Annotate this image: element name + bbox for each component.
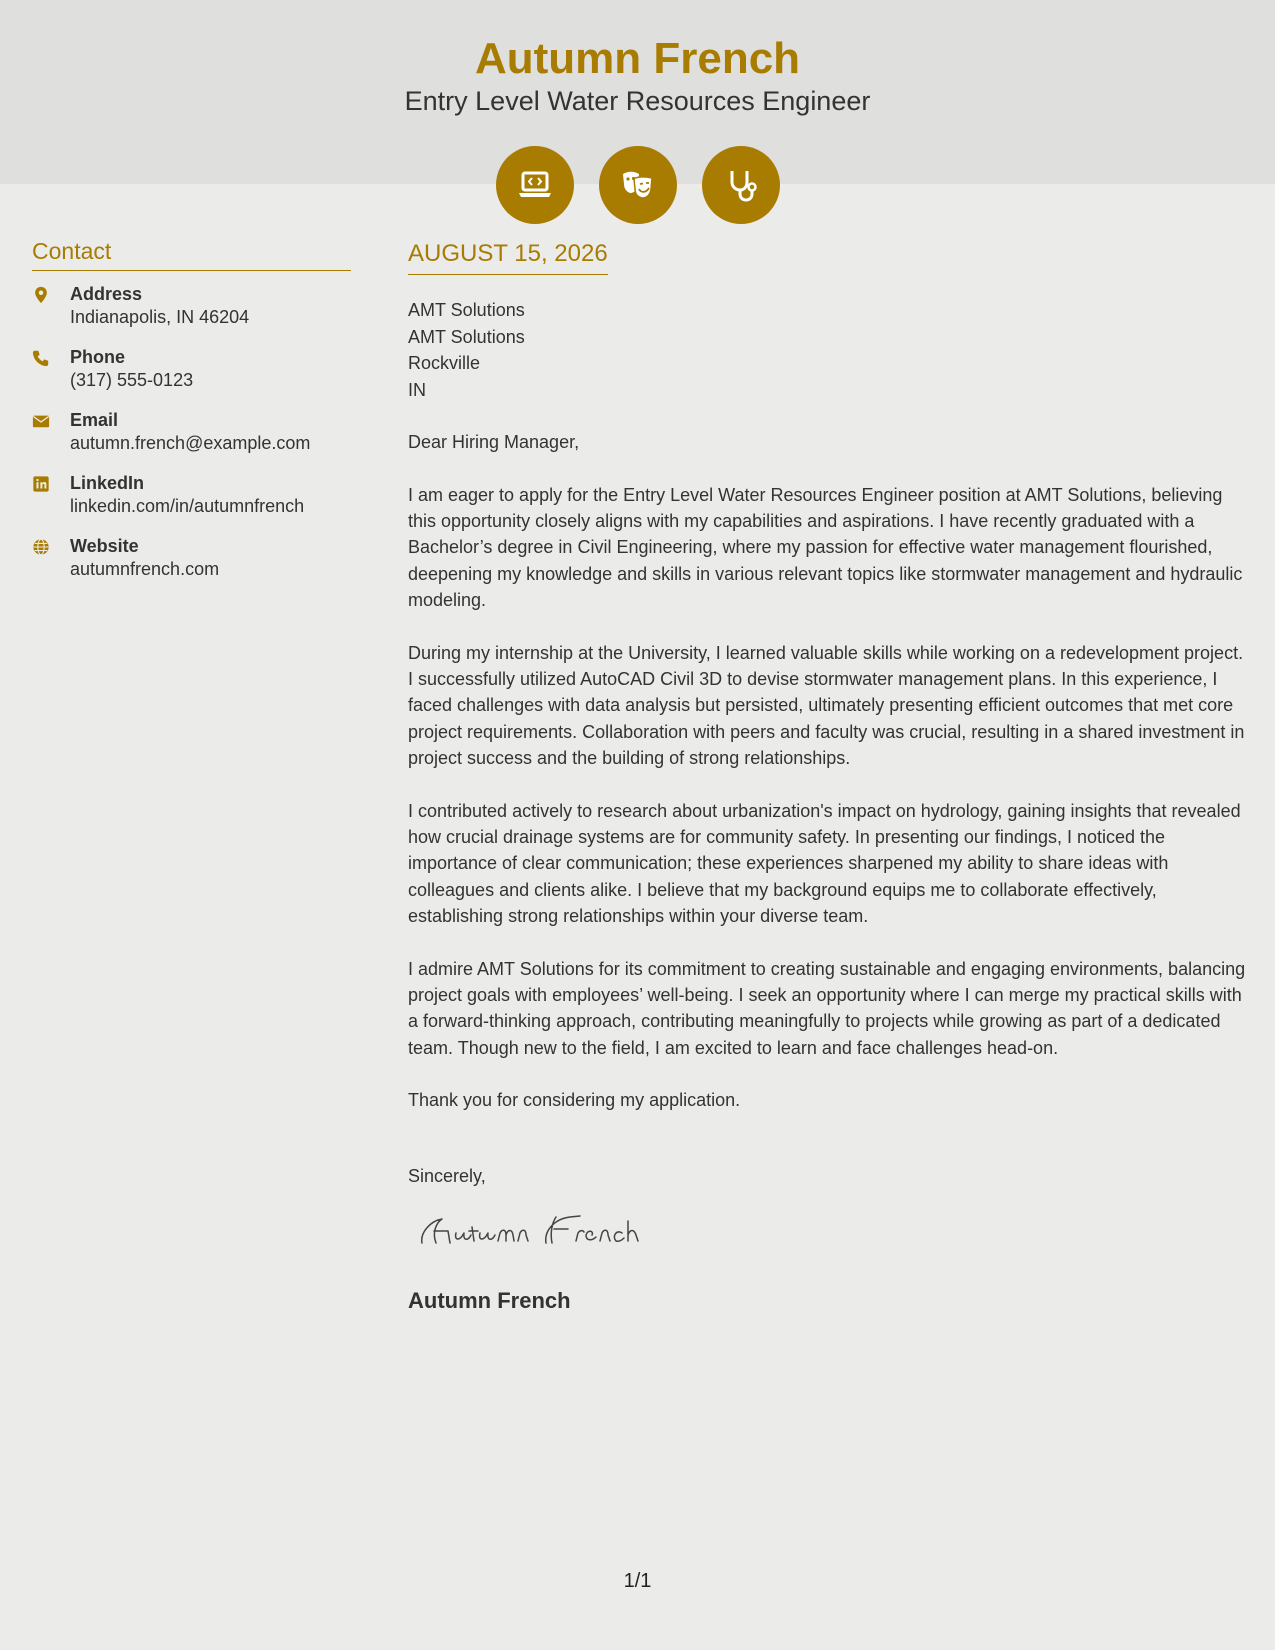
contact-address xyxy=(32,283,351,329)
body-paragraph: During my internship at the University, I learned valuable skills while working on a redevelopment project. I successfully utilized AutoCAD Civil 3D to devise stormwater management plans. In this experience, I faced challenges with data analysis but persisted, ultimately presenting efficient outcomes that met core project requirements. Collaboration with peers and faculty was crucial, resulting in a shared investment in project success and the building of strong relationships. xyxy=(408,642,1245,768)
contact-label: Phone xyxy=(70,347,126,367)
greeting: Dear Hiring Manager, xyxy=(408,432,580,452)
job-title: Entry Level Water Resources Engineer xyxy=(404,86,871,116)
stethoscope-icon xyxy=(702,146,780,224)
closing: Sincerely, xyxy=(408,1165,486,1186)
contact-label: Website xyxy=(70,536,139,556)
signer-name: Autumn French xyxy=(408,1287,571,1313)
contact-list xyxy=(32,283,351,581)
contact-value: Indianapolis, IN 46204 xyxy=(70,307,250,327)
contact-value: (317) 555-0123 xyxy=(70,370,194,390)
theater-masks-icon xyxy=(599,146,677,224)
recipient-line: Rockville xyxy=(408,353,481,373)
body-paragraph: Thank you for considering my application. xyxy=(408,1090,741,1111)
globe-icon xyxy=(32,535,70,581)
envelope-icon xyxy=(32,409,70,455)
linkedin-icon xyxy=(32,472,70,518)
contact-email xyxy=(32,409,351,455)
recipient-block xyxy=(408,297,1250,403)
handwritten-signature xyxy=(416,1207,1250,1256)
map-pin-icon xyxy=(32,283,70,329)
letter-date: AUGUST 15, 2026 xyxy=(408,240,608,275)
contact-label: LinkedIn xyxy=(70,473,145,493)
letter-body xyxy=(408,240,1250,1314)
contact-value: autumn.french@example.com xyxy=(70,433,311,453)
interest-icons xyxy=(496,146,780,224)
contact-label: Address xyxy=(70,284,143,304)
contact-linkedin xyxy=(32,472,351,518)
contact-value: linkedin.com/in/autumnfrench xyxy=(70,496,305,516)
contact-heading: Contact xyxy=(32,238,351,271)
contact-value: autumnfrench.com xyxy=(70,559,220,579)
contact-phone xyxy=(32,346,351,392)
contact-label: Email xyxy=(70,410,119,430)
body-paragraph: I am eager to apply for the Entry Level Water Resources Engineer position at AMT Solutions, believing this opportunity closely aligns with my capabilities and aspirations. I have recently graduated with a Bachelor’s degree in Civil Engineering, where my passion for effective water management flourished, deepening my knowledge and skills in various relevant topics like stormwater management and hydraulic modeling. xyxy=(408,484,1243,610)
phone-icon xyxy=(32,346,70,392)
recipient-line: AMT Solutions xyxy=(408,326,525,347)
laptop-code-icon xyxy=(496,146,574,224)
recipient-line: AMT Solutions xyxy=(408,300,525,320)
contact-sidebar xyxy=(32,238,351,598)
body-paragraph: I admire AMT Solutions for its commitment to creating sustainable and engaging environments, balancing project goals with employees’ well-being. I seek an opportunity where I can merge my practical skills with a forward-thinking approach, contributing meaningfully to projects while growing as part of a dedicated team. Though new to the field, I am excited to learn and face challenges head-on. xyxy=(408,958,1246,1058)
applicant-name: Autumn French xyxy=(474,34,801,83)
contact-website xyxy=(32,535,351,581)
recipient-line: IN xyxy=(408,379,426,400)
body-paragraph: I contributed actively to research about urbanization's impact on hydrology, gaining insights that revealed how crucial drainage systems are for community safety. In presenting our findings, I noticed the importance of clear communication; these experiences sharpened my ability to share ideas with colleagues and clients alike. I believe that my background equips me to collaborate effectively, establishing strong relationships within your diverse team. xyxy=(408,800,1241,926)
page-number: 1/1 xyxy=(623,1570,652,1592)
